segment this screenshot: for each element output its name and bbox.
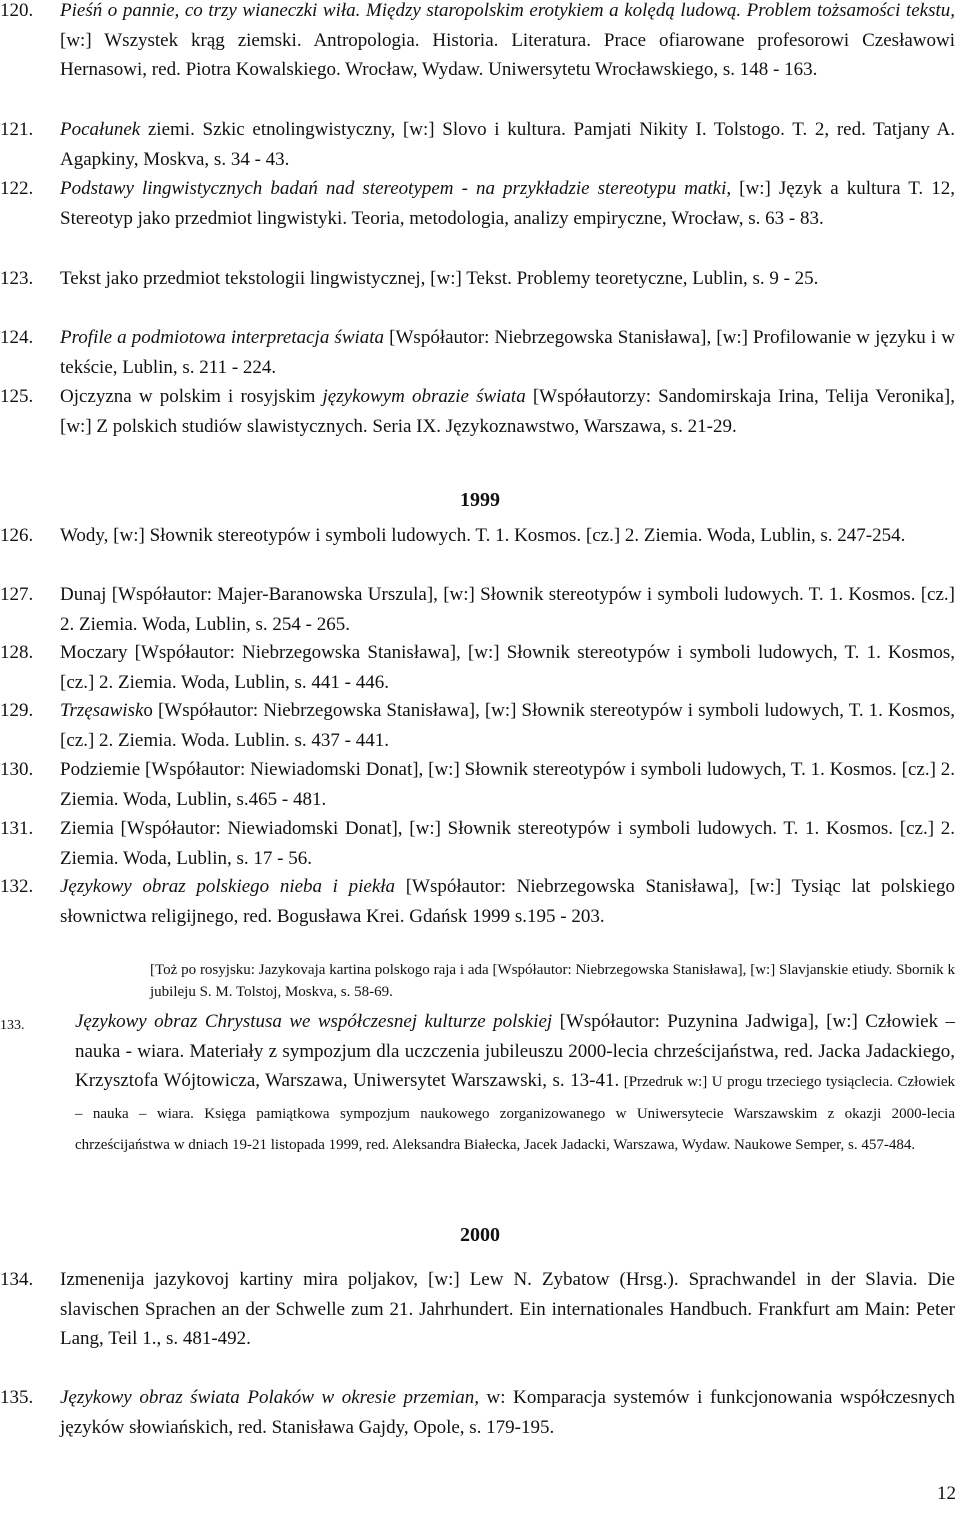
entry-title: Językowy obraz Chrystusa we współczesnej kulturze polskiej: [75, 1011, 553, 1032]
page-number: 12: [937, 1483, 956, 1504]
entry-text: Dunaj [Współautor: Majer-Baranowska Urszula], [w:] Słownik stereotypów i symboli ludowych. T. 1. Kosmos. [cz.] 2. Ziemia. Woda, Lublin, s. 254 - 265.: [60, 584, 955, 635]
entry-number: 130.: [0, 759, 34, 780]
entry-number: 123.: [0, 268, 34, 289]
entry-text: [w:] Język a kultura T. 12, Stereotyp jako przedmiot lingwistyki. Teoria, metodologia, analizy empiryczne, Wrocław, s. 63 - 83.: [60, 178, 955, 229]
year-heading-1999: 1999: [460, 489, 500, 511]
entry-text: Moczary [Współautor: Niebrzegowska Stanisława], [w:] Słownik stereotypów i symboli ludowych, T. 1. Kosmos, [cz.] 2. Ziemia. Woda, Lublin, s. 441 - 446.: [60, 642, 955, 693]
entry-title: Pieśń o pannie, co trzy wianeczki wiła. Między staropolskim erotykiem a kolędą ludową. Problem tożsamości tekstu,: [60, 0, 955, 21]
entry-text: [Współautorzy: Sandomirskaja Irina, Telija Veronika], [w:] Z polskich studiów slawistycznych. Seria IX. Językoznawstwo, Warszawa, s. 21-29.: [60, 386, 955, 437]
entry-number: 126.: [0, 525, 34, 546]
entry-number: 129.: [0, 700, 34, 721]
entry-text: Ziemia [Współautor: Niewiadomski Donat], [w:] Słownik stereotypów i symboli ludowych. T. 1. Kosmos. [cz.] 2. Ziemia. Woda, Lublin, s. 17 - 56.: [60, 818, 955, 869]
entry-number: 125.: [0, 386, 34, 407]
bibliography-entry-133: [0, 1007, 955, 1161]
entry-text: ziemi. Szkic etnolingwistyczny, [w:] Slovo i kultura. Pamjati Nikity I. Tolstogo. T. 2, red. Tatjany A. Agapkiny, Moskva, s. 34 - 43.: [60, 119, 955, 170]
entry-title: Trzęsawisk: [60, 700, 144, 721]
bibliography-entry-127: [0, 580, 955, 639]
entry-title: Podstawy lingwistycznych badań nad stereotypem - na przykładzie stereotypu matki,: [60, 178, 732, 199]
entry-title: Profile a podmiotowa interpretacja świata: [60, 327, 385, 348]
bibliography-entry-135: [0, 1383, 955, 1442]
entry-number: 121.: [0, 119, 34, 140]
bibliography-entry-131: [0, 814, 955, 873]
entry-text: [Współautor: Niebrzegowska Stanisława], [w:] Tysiąc lat polskiego słownictwa religijnego, red. Bogusława Krei. Gdańsk 1999 s.195 - 203.: [60, 876, 956, 927]
entry-text: Podziemie [Współautor: Niewiadomski Donat], [w:] Słownik stereotypów i symboli ludowych, T. 1. Kosmos. [cz.] 2. Ziemia. Woda, Lublin, s.465 - 481.: [60, 759, 955, 810]
reprint-note: [Przedruk w:] U progu trzeciego tysiąclecia. Człowiek – nauka – wiara. Księga pamiątkowa sympozjum naukowego zorganizowanego w Uniwersytecie Warszawskim z okazji 2000-lecia chrześcijaństwa w dniach 19-21 listopada 1999, red. Aleksandra Białecka, Jacek Jadacki, Warszawa, Wydaw. Naukowe Semper, s. 457-484.: [75, 1074, 956, 1154]
bibliography-entry-121: [0, 115, 955, 174]
entry-number: 135.: [0, 1387, 34, 1408]
bibliography-entry-129: [0, 696, 955, 755]
bibliography-entry-120: [0, 0, 955, 85]
bibliography-entry-134: [0, 1265, 955, 1354]
entry-title: Językowy obraz polskiego nieba i piekła: [60, 876, 396, 897]
entry-number: 131.: [0, 818, 34, 839]
bibliography-entry-124: [0, 323, 955, 382]
entry-number: 133.: [0, 1018, 25, 1033]
bibliography-entry-130: [0, 755, 955, 814]
entry-title: językowym obrazie świata: [322, 386, 526, 407]
entry-number: 134.: [0, 1269, 34, 1290]
bibliography-entry-123: [0, 264, 955, 294]
bibliography-entry-128: [0, 638, 955, 697]
entry-number: 127.: [0, 584, 34, 605]
entry-text: Tekst jako przedmiot tekstologii lingwistycznej, [w:] Tekst. Problemy teoretyczne, Lublin, s. 9 - 25.: [60, 268, 819, 289]
entry-number: 122.: [0, 178, 34, 199]
bibliography-entry-126: [0, 521, 955, 551]
entry-number: 132.: [0, 876, 34, 897]
entry-text: [w:] Wszystek krąg ziemski. Antropologia. Historia. Literatura. Prace ofiarowane profesorowi Czesławowi Hernasowi, red. Piotra Kowalskiego. Wrocław, Wydaw. Uniwersytetu Wrocławskiego, s. 148 - 163.: [60, 29, 955, 81]
entry-text: o [Współautor: Niebrzegowska Stanisława], [w:] Słownik stereotypów i symboli ludowych, T. 1. Kosmos, [cz.] 2. Ziemia. Woda. Lublin. s. 437 - 441.: [60, 700, 955, 751]
entry-number: 128.: [0, 642, 34, 663]
translation-note: [Toż po rosyjsku: Jazykovaja kartina polskogo raja i ada [Współautor: Niebrzegowska Stanisława], [w:] Slavjanskie etiudy. Sbornik k jubileju S. M. Tolstoj, Moskva, s. 58-69.: [150, 962, 955, 1000]
bibliography-entry-122: [0, 174, 955, 233]
entry-title: Pocałunek: [60, 119, 141, 140]
entry-text: Wody, [w:] Słownik stereotypów i symboli ludowych. T. 1. Kosmos. [cz.] 2. Ziemia. Woda, Lublin, s. 247-254.: [60, 525, 906, 546]
entry-number: 120.: [0, 0, 34, 21]
entry-number: 124.: [0, 327, 34, 348]
entry-title: Językowy obraz świata Polaków w okresie przemian,: [60, 1387, 479, 1408]
year-heading-2000: 2000: [460, 1224, 500, 1246]
bibliography-entry-125: [0, 382, 955, 441]
entry-text: Ojczyzna w polskim i rosyjskim: [60, 386, 323, 407]
entry-text: w: Komparacja systemów i funkcjonowania współczesnych języków słowiańskich, red. Stanisława Gajdy, Opole, s. 179-195.: [60, 1387, 955, 1438]
bibliography-entry-132: [0, 872, 955, 931]
entry-text: Izmenenija jazykovoj kartiny mira poljakov, [w:] Lew N. Zybatow (Hrsg.). Sprachwandel in der Slavia. Die slavischen Sprachen an der Schwelle zum 21. Jahrhundert. Ein internationales Handbuch. Frankfurt am Main: Peter Lang, Teil 1., s. 481-492.: [60, 1269, 955, 1350]
entry-text: [Współautor: Puzynina Jadwiga], [w:] Człowiek – nauka - wiara. Materiały z sympozjum dla uczczenia jubileuszu 2000-lecia chrześcijaństwa, red. Jacka Jadackiego, Krzysztofa Wójtowicza, Warszawa, Uniwersytet Warszawski, s. 13-41.: [75, 1011, 955, 1092]
entry-text: [Współautor: Niebrzegowska Stanisława], [w:] Profilowanie w języku i w tekście, Lublin, s. 211 - 224.: [60, 327, 955, 378]
